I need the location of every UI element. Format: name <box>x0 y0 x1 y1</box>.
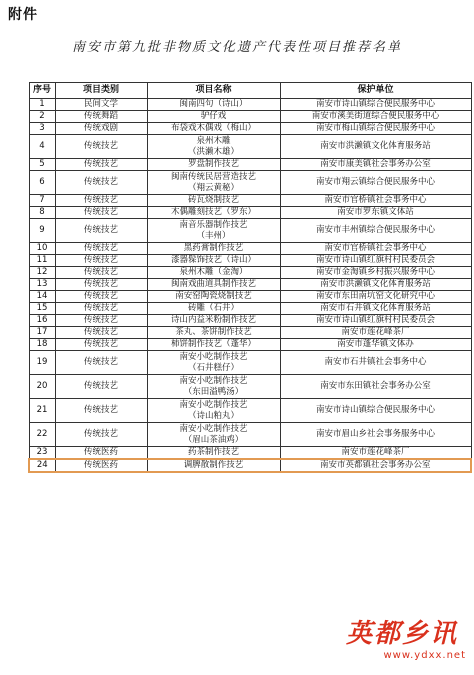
table-row <box>29 207 471 219</box>
cell-unit: 南安市眉山乡社会事务服务中心 <box>280 423 471 447</box>
cell-name-line: 南安小吃制作技艺 <box>179 352 248 362</box>
cell-name <box>147 171 280 195</box>
attachment-label: 附件 <box>8 7 38 23</box>
cell-unit: 南安市莲花峰茶厂 <box>280 447 471 460</box>
cell-category: 传统技艺 <box>55 135 147 159</box>
cell-no: 13 <box>29 279 55 291</box>
column-header-unit: 保护单位 <box>280 83 471 99</box>
table-body <box>29 99 471 473</box>
table-row <box>29 243 471 255</box>
cell-name: 布袋戏木偶戏（梅山） <box>147 123 280 135</box>
cell-name: 木偶雕刻技艺（罗东） <box>147 207 280 219</box>
table-row <box>29 423 471 447</box>
column-header-no: 序号 <box>29 83 55 99</box>
table-row <box>29 123 471 135</box>
table-header-row <box>29 83 471 99</box>
cell-category: 传统医药 <box>55 459 147 472</box>
cell-name-subline: （东田溢鸭汤） <box>183 386 244 397</box>
cell-no: 3 <box>29 123 55 135</box>
cell-no: 11 <box>29 255 55 267</box>
cell-no: 22 <box>29 423 55 447</box>
table-row <box>29 375 471 399</box>
cell-name-subline: （眉山茶油鸡） <box>183 434 244 445</box>
cell-unit: 南安市翔云镇综合便民服务中心 <box>280 171 471 195</box>
cell-no: 8 <box>29 207 55 219</box>
cell-category: 传统技艺 <box>55 159 147 171</box>
cell-unit: 南安市东田南坑窑文化研究中心 <box>280 291 471 303</box>
cell-name: 黑药膏制作技艺 <box>147 243 280 255</box>
cell-unit: 南安市金淘镇乡村振兴服务中心 <box>280 267 471 279</box>
cell-name-subline: （石井糕仔） <box>187 362 239 373</box>
cell-name: 闽南四句（诗山） <box>147 99 280 111</box>
table-row <box>29 315 471 327</box>
cell-name <box>147 135 280 159</box>
cell-unit: 南安市诗山镇红旗村村民委员会 <box>280 315 471 327</box>
cell-unit: 南安市官桥镇社会事务中心 <box>280 195 471 207</box>
cell-unit: 南安市英都镇社会事务办公室 <box>280 459 471 472</box>
cell-unit: 南安市洪濑镇文化体育服务站 <box>280 279 471 291</box>
cell-no: 4 <box>29 135 55 159</box>
cell-name: 药茶制作技艺 <box>147 447 280 460</box>
cell-unit: 南安市石井镇社会事务中心 <box>280 351 471 375</box>
cell-unit: 南安市康美镇社会事务办公室 <box>280 159 471 171</box>
cell-category: 传统技艺 <box>55 315 147 327</box>
cell-no: 9 <box>29 219 55 243</box>
cell-name: 泉州木雕（金淘） <box>147 267 280 279</box>
cell-name-line: 南安小吃制作技艺 <box>179 424 248 434</box>
cell-category: 传统技艺 <box>55 171 147 195</box>
cell-category: 传统技艺 <box>55 375 147 399</box>
cell-name <box>147 423 280 447</box>
cell-name: 柿饼制作技艺（蓬华） <box>147 339 280 351</box>
cell-unit: 南安市诗山镇红旗村村民委员会 <box>280 255 471 267</box>
cell-name: 漆器髹饰技艺（诗山） <box>147 255 280 267</box>
cell-no: 2 <box>29 111 55 123</box>
table-row <box>29 303 471 315</box>
cell-category: 传统技艺 <box>55 219 147 243</box>
table-row <box>29 459 471 472</box>
table-row <box>29 219 471 243</box>
cell-name-subline: （洪濑木雄） <box>187 146 239 157</box>
cell-no: 15 <box>29 303 55 315</box>
table-row <box>29 111 471 123</box>
cell-category: 传统技艺 <box>55 423 147 447</box>
cell-category: 传统技艺 <box>55 327 147 339</box>
cell-category: 传统舞蹈 <box>55 111 147 123</box>
watermark-brand: 英都乡讯 <box>345 619 458 649</box>
cell-name: 砖雕（石井） <box>147 303 280 315</box>
table-row <box>29 351 471 375</box>
cell-name <box>147 399 280 423</box>
cell-category: 传统技艺 <box>55 195 147 207</box>
cell-name-subline: （翔云黄秘） <box>187 182 239 193</box>
cell-name <box>147 375 280 399</box>
cell-category: 传统技艺 <box>55 399 147 423</box>
table-row <box>29 339 471 351</box>
cell-category: 传统技艺 <box>55 207 147 219</box>
cell-name-subline: （丰州） <box>196 230 231 241</box>
table-row <box>29 291 471 303</box>
cell-unit: 南安市罗东镇文体站 <box>280 207 471 219</box>
cell-unit: 南安市石井镇文化体育服务站 <box>280 303 471 315</box>
cell-name-line: 南安小吃制作技艺 <box>179 400 248 410</box>
cell-unit: 南安市丰州镇综合便民服务中心 <box>280 219 471 243</box>
cell-no: 16 <box>29 315 55 327</box>
cell-name: 诗山内益米粉制作技艺 <box>147 315 280 327</box>
cell-no: 18 <box>29 339 55 351</box>
cell-unit: 南安市溪美街道综合便民服务中心 <box>280 111 471 123</box>
cell-unit: 南安市梅山镇综合便民服务中心 <box>280 123 471 135</box>
cell-name: 罗盘制作技艺 <box>147 159 280 171</box>
cell-unit: 南安市蓬华镇文体办 <box>280 339 471 351</box>
cell-name <box>147 351 280 375</box>
cell-no: 6 <box>29 171 55 195</box>
cell-category: 传统技艺 <box>55 351 147 375</box>
table-row <box>29 195 471 207</box>
cell-category: 传统技艺 <box>55 303 147 315</box>
cell-no: 7 <box>29 195 55 207</box>
heritage-list-table <box>28 82 472 473</box>
cell-no: 19 <box>29 351 55 375</box>
cell-no: 24 <box>29 459 55 472</box>
cell-name-line: 南音乐器制作技艺 <box>179 220 248 230</box>
cell-unit: 南安市诗山镇综合便民服务中心 <box>280 399 471 423</box>
cell-unit: 南安市官桥镇社会事务中心 <box>280 243 471 255</box>
cell-name: 闽南戏曲道具制作技艺 <box>147 279 280 291</box>
cell-name: 砖瓦烧制技艺 <box>147 195 280 207</box>
cell-name <box>147 219 280 243</box>
cell-category: 传统技艺 <box>55 243 147 255</box>
cell-name: 调脾散制作技艺 <box>147 459 280 472</box>
cell-category: 民间文学 <box>55 99 147 111</box>
cell-category: 传统技艺 <box>55 291 147 303</box>
cell-no: 12 <box>29 267 55 279</box>
cell-category: 传统医药 <box>55 447 147 460</box>
cell-name: 南安窑陶瓷烧制技艺 <box>147 291 280 303</box>
cell-category: 传统技艺 <box>55 267 147 279</box>
watermark-url: www.ydxx.net <box>383 650 466 661</box>
cell-no: 21 <box>29 399 55 423</box>
cell-no: 23 <box>29 447 55 460</box>
cell-name-subline: （诗山粕丸） <box>187 410 239 421</box>
cell-unit: 南安市东田镇社会事务办公室 <box>280 375 471 399</box>
cell-category: 传统技艺 <box>55 339 147 351</box>
cell-unit: 南安市莲花峰茶厂 <box>280 327 471 339</box>
cell-unit: 南安市诗山镇综合便民服务中心 <box>280 99 471 111</box>
table-row <box>29 279 471 291</box>
cell-name-line: 泉州木雕 <box>196 136 231 146</box>
cell-no: 10 <box>29 243 55 255</box>
cell-name: 驴仔戏 <box>147 111 280 123</box>
cell-no: 1 <box>29 99 55 111</box>
table-row <box>29 99 471 111</box>
table-row <box>29 447 471 460</box>
cell-no: 20 <box>29 375 55 399</box>
table-row <box>29 171 471 195</box>
cell-name-line: 南安小吃制作技艺 <box>179 376 248 386</box>
cell-no: 14 <box>29 291 55 303</box>
cell-no: 17 <box>29 327 55 339</box>
table-row <box>29 159 471 171</box>
column-header-name: 项目名称 <box>147 83 280 99</box>
cell-unit: 南安市洪濑镇文化体育服务站 <box>280 135 471 159</box>
column-header-category: 项目类别 <box>55 83 147 99</box>
table-row <box>29 135 471 159</box>
table-row <box>29 267 471 279</box>
cell-category: 传统技艺 <box>55 279 147 291</box>
cell-name-line: 闽南传统民居营造技艺 <box>170 172 256 182</box>
table-row <box>29 327 471 339</box>
cell-name: 茶丸、茶饼制作技艺 <box>147 327 280 339</box>
cell-category: 传统技艺 <box>55 255 147 267</box>
table-row <box>29 399 471 423</box>
cell-no: 5 <box>29 159 55 171</box>
cell-category: 传统戏剧 <box>55 123 147 135</box>
table-row <box>29 255 471 267</box>
document-title: 南安市第九批非物质文化遗产代表性项目推荐名单 <box>71 40 402 55</box>
